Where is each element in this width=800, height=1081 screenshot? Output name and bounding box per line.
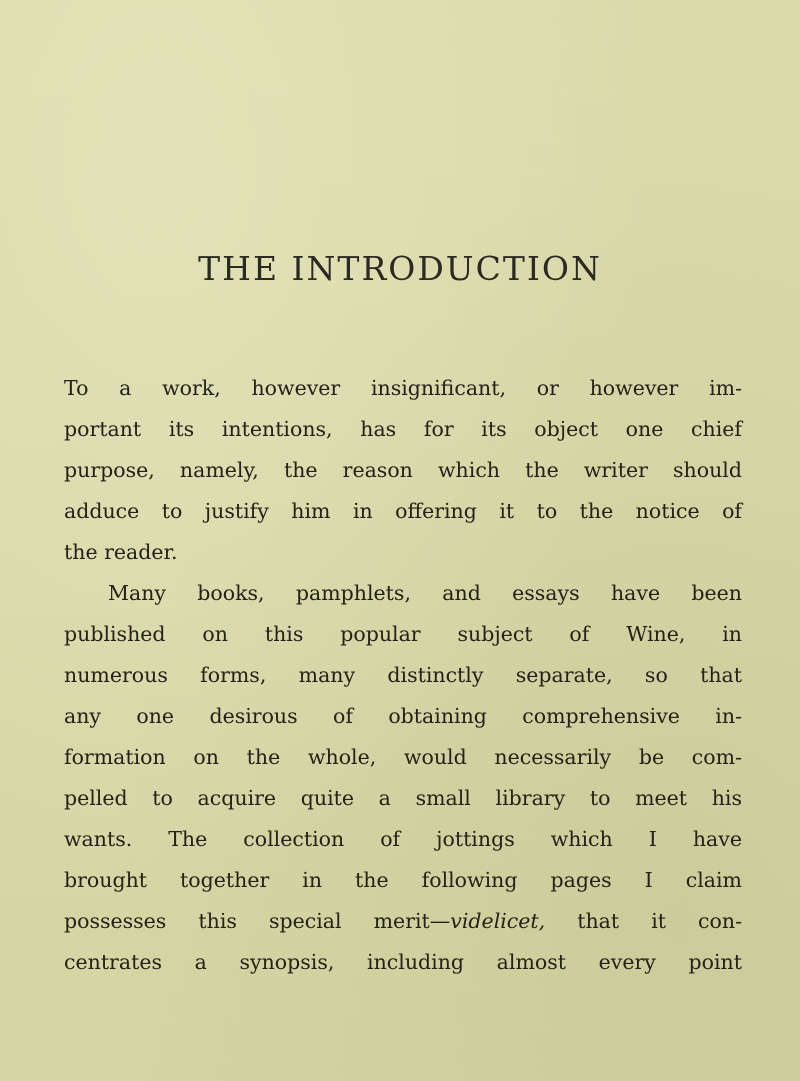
text-line: pelled to acquire quite a small library to meet his [64,786,742,810]
text-segment: possesses this special merit— [64,909,451,933]
body-text [64,368,742,983]
italic-term: videlicet, [450,909,546,933]
page-title: THE INTRODUCTION [198,249,602,288]
text-line: adduce to justify him in offering it to the notice of [64,499,742,523]
text-line: numerous forms, many distinctly separate, so that [64,663,742,687]
text-line: wants. The collection of jottings which I have [64,827,742,851]
text-line: published on this popular subject of Wine, in [64,622,742,646]
paragraph-1 [64,368,742,573]
text-line: portant its intentions, has for its object one chief [64,417,742,441]
text-line: brought together in the following pages I claim [64,868,742,892]
text-line: purpose, namely, the reason which the writer should [64,458,742,482]
text-line: formation on the whole, would necessarily be com- [64,745,742,769]
text-line: To a work, however insignificant, or however im- [64,376,742,400]
paragraph-2 [64,573,742,983]
text-line: any one desirous of obtaining comprehensive in- [64,704,742,728]
text-segment: that it con- [545,909,743,933]
text-line: Many books, pamphlets, and essays have been [108,581,742,605]
text-line: centrates a synopsis, including almost every point [64,950,742,974]
text-line: the reader. [64,540,178,564]
text-line-with-italic [64,901,742,942]
